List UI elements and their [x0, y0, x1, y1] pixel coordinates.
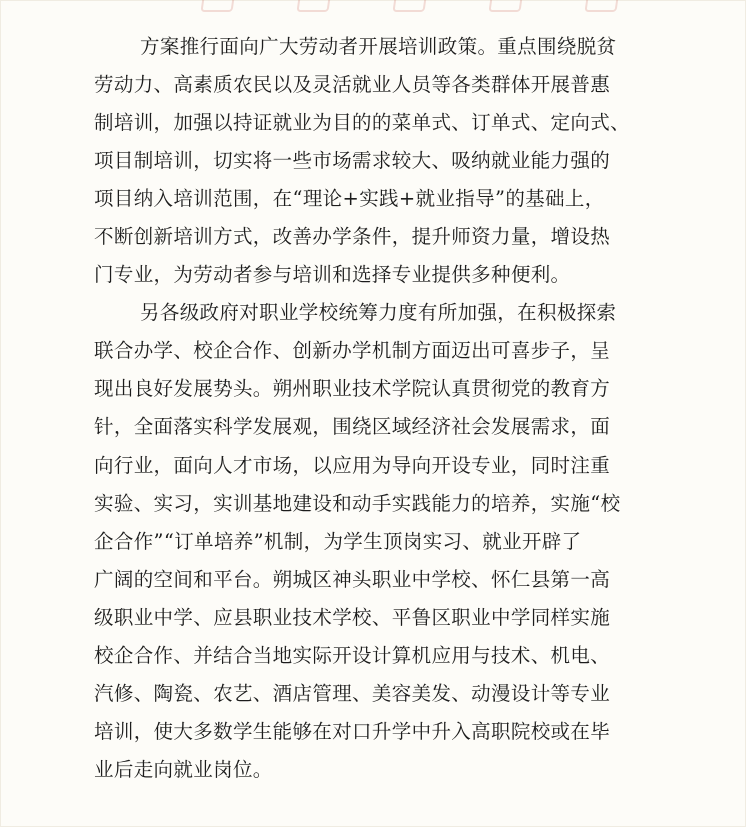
text-line: 汽修、陶瓷、农艺、酒店管理、美容美发、动漫设计等专业	[94, 681, 611, 705]
text-line: 项目纳入培训范围，在“理论+实践+就业指导”的基础上，	[94, 187, 605, 211]
body-text	[94, 28, 654, 827]
text-line: 培训，使大多数学生能够在对口升学中升入高职院校或在毕	[94, 719, 611, 743]
text-line: 现出良好发展势头。朔州职业技术学院认真贯彻党的教育方	[94, 377, 611, 401]
text-line: 针，全面落实科学发展观，围绕区域经济社会发展需求，面	[94, 415, 611, 439]
text-line: 向行业，面向人才市场，以应用为导向开设专业，同时注重	[94, 453, 611, 477]
text-line: 门专业，为劳动者参与培训和选择专业提供多种便利。	[94, 263, 571, 287]
bleed-glyph	[392, 0, 427, 12]
text-line: 业后走向就业岗位。	[94, 757, 273, 781]
paragraph-1	[94, 28, 654, 294]
header-bleed-through	[140, 0, 680, 14]
bleed-glyph	[200, 0, 235, 12]
text-line: 不断创新培训方式，改善办学条件，提升师资力量，增设热	[94, 225, 611, 249]
text-line: 制培训，加强以持证就业为目的的菜单式、订单式、定向式、	[94, 111, 630, 135]
text-line: 校企合作、并结合当地实际开设计算机应用与技术、机电、	[94, 643, 611, 667]
text-line: 实验、实习，实训基地建设和动手实践能力的培养，实施“校	[94, 491, 621, 515]
text-line: 企合作”“订单培养”机制，为学生顶岗实习、就业开辟了	[94, 529, 582, 553]
text-line: 方案推行面向广大劳动者开展培训政策。重点围绕脱贫	[140, 35, 617, 58]
text-line: 联合办学、校企合作、创新办学机制方面迈出可喜步子，呈	[94, 339, 611, 363]
bleed-glyph	[584, 0, 619, 12]
text-line: 劳动力、高素质农民以及灵活就业人员等各类群体开展普惠	[94, 73, 611, 97]
text-line: 另各级政府对职业学校统筹力度有所加强，在积极探索	[140, 301, 617, 325]
paragraph-2	[94, 294, 654, 789]
bleed-glyph	[296, 0, 331, 12]
text-line: 项目制培训，切实将一些市场需求较大、吸纳就业能力强的	[94, 149, 611, 173]
text-line: 级职业中学、应县职业技术学校、平鲁区职业中学同样实施	[94, 605, 611, 629]
bleed-glyph	[488, 0, 523, 12]
text-line: 广阔的空间和平台。朔城区神头职业中学校、怀仁县第一高	[94, 567, 611, 591]
